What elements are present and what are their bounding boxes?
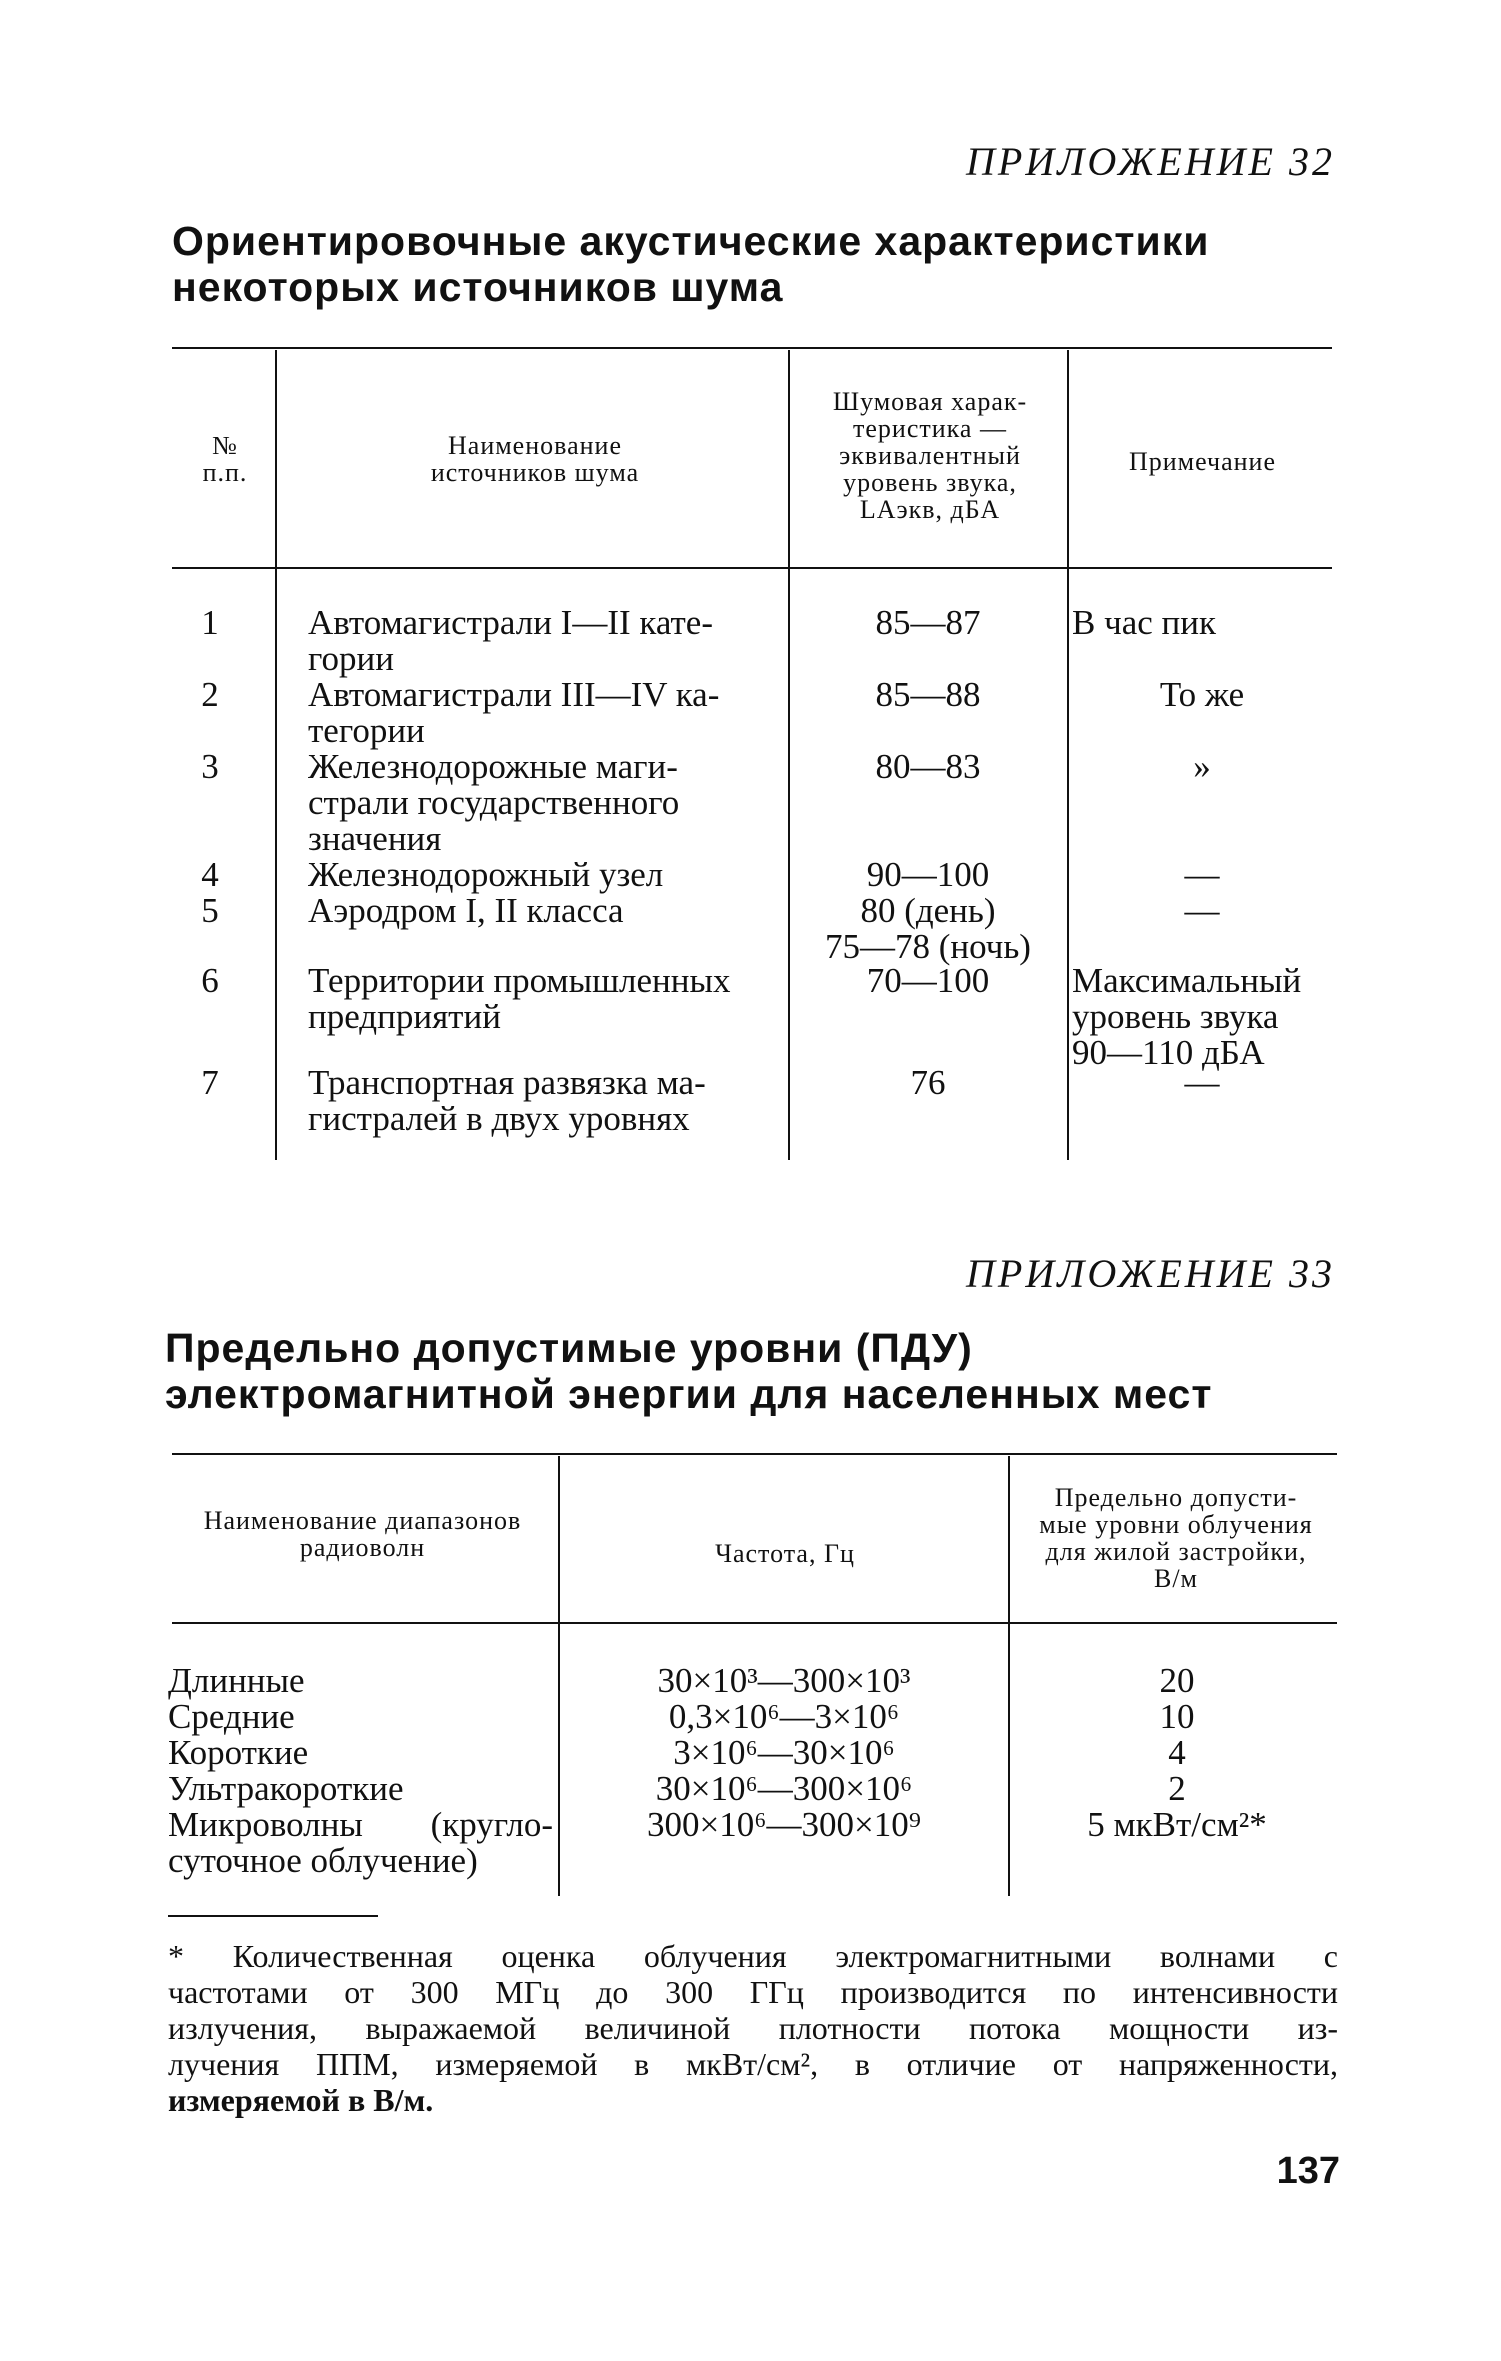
- title-line: Ориентировочные акустические характеристики: [172, 218, 1210, 264]
- cell-text: предприятий: [308, 997, 501, 1036]
- cell-text: тегории: [308, 711, 425, 750]
- cell-text: Автомагистрали I—II кате-: [308, 603, 713, 642]
- header-text: п.п.: [202, 458, 248, 487]
- footnote-line: лучения ППМ, измеряемой в мкВт/см², в отличие от напряженности,: [168, 2046, 1338, 2082]
- row-note: То же: [1159, 675, 1245, 714]
- row-note: —: [1184, 891, 1220, 930]
- header-text: №: [212, 431, 238, 460]
- title-line: Предельно допустимые уровни (ПДУ): [165, 1325, 973, 1371]
- cell-text: 20: [1159, 1661, 1195, 1700]
- row-source-name: [308, 605, 788, 677]
- row-source-name: [308, 857, 788, 893]
- row-source-name: [308, 749, 788, 857]
- row-number: 2: [201, 675, 219, 714]
- cell-text: Средние: [168, 1697, 295, 1736]
- frequency-column: [562, 1663, 1006, 1843]
- header-text: источников шума: [430, 458, 640, 487]
- row-source-name: [308, 677, 788, 749]
- header-wave-range: [170, 1507, 555, 1561]
- header-note: Примечание: [1128, 447, 1277, 476]
- header-text: LАэкв, дБА: [859, 495, 1001, 524]
- page-number: 137: [1276, 2150, 1340, 2192]
- header-text: эквивалентный: [839, 441, 1021, 470]
- cell-text: 4: [1168, 1733, 1186, 1772]
- cell-text: Микроволны (кругло-: [168, 1805, 553, 1844]
- header-text: Предельно допусти-: [1054, 1483, 1298, 1512]
- cell-text: 300×10⁶—300×10⁹: [647, 1805, 921, 1844]
- header-text: уровень звука,: [843, 468, 1017, 497]
- title-line: некоторых источников шума: [172, 264, 784, 310]
- appendix-32-label: ПРИЛОЖЕНИЕ 32: [966, 139, 1335, 184]
- cell-text: 90—110 дБА: [1072, 1033, 1265, 1072]
- row-note: [1072, 963, 1332, 1071]
- row-noise-level: [792, 893, 1064, 965]
- row-noise-level: 90—100: [866, 855, 990, 894]
- cell-text: 30×10⁶—300×10⁶: [655, 1769, 913, 1808]
- appendix-33-title: [165, 1325, 1345, 1417]
- header-text: теристика —: [853, 414, 1007, 443]
- header-text: для жилой застройки,: [1045, 1537, 1307, 1566]
- row-note: »: [1193, 747, 1211, 786]
- cell-text: 80 (день): [860, 891, 996, 930]
- row-source-name: [308, 1065, 788, 1137]
- cell-text: 75—78 (ночь): [825, 927, 1031, 966]
- footnote: [168, 1938, 1338, 2118]
- cell-text: гистралей в двух уровнях: [308, 1099, 690, 1138]
- cell-text: гории: [308, 639, 394, 678]
- row-noise-level: 70—100: [866, 961, 990, 1000]
- header-limit: [1012, 1484, 1340, 1592]
- cell-text: 0,3×10⁶—3×10⁶: [668, 1697, 900, 1736]
- footnote-line: * Количественная оценка облучения электромагнитными волнами с: [168, 1938, 1338, 1974]
- row-note: —: [1184, 855, 1220, 894]
- footnote-line: излучения, выражаемой величиной плотности потока мощности из-: [168, 2010, 1338, 2046]
- limit-column: [1012, 1663, 1342, 1843]
- header-source-name: [285, 432, 785, 486]
- header-text: Шумовая харак-: [832, 387, 1028, 416]
- appendix-32-title: [172, 218, 1322, 310]
- cell-text: Автомагистрали III—IV ка-: [308, 675, 720, 714]
- row-noise-level: 76: [910, 1063, 946, 1102]
- header-text: В/м: [1153, 1564, 1199, 1593]
- cell-text: 3×10⁶—30×10⁶: [673, 1733, 895, 1772]
- row-source-name: [308, 963, 788, 1035]
- footnote-line: измеряемой в В/м.: [168, 2082, 434, 2118]
- cell-text: 5 мкВт/см²*: [1087, 1805, 1267, 1844]
- cell-text: Транспортная развязка ма-: [308, 1063, 706, 1102]
- row-number: 3: [201, 747, 219, 786]
- cell-text: Аэродром I, II класса: [308, 891, 624, 930]
- appendix-33-label: ПРИЛОЖЕНИЕ 33: [966, 1251, 1335, 1296]
- cell-text: 30×10³—300×10³: [657, 1661, 911, 1700]
- row-number: 5: [201, 891, 219, 930]
- row-source-name: [308, 893, 788, 929]
- cell-text: Короткие: [168, 1733, 309, 1772]
- cell-text: уровень звука: [1072, 997, 1279, 1036]
- row-number: 4: [201, 855, 219, 894]
- cell-text: 10: [1159, 1697, 1195, 1736]
- header-text: радиоволн: [299, 1533, 426, 1562]
- header-num: [180, 432, 270, 486]
- row-noise-level: 80—83: [875, 747, 981, 786]
- header-text: Наименование: [448, 431, 622, 460]
- header-text: мые уровни облучения: [1039, 1510, 1313, 1539]
- cell-text: Железнодорожные маги-: [308, 747, 678, 786]
- footnote-divider: [168, 1915, 378, 1917]
- cell-text: Максимальный: [1072, 961, 1302, 1000]
- row-number: 7: [201, 1063, 219, 1102]
- row-note: —: [1184, 1063, 1220, 1102]
- row-number: 6: [201, 961, 219, 1000]
- cell-text: Территории промышленных: [308, 961, 731, 1000]
- cell-text: Железнодорожный узел: [308, 855, 664, 894]
- row-note: В час пик: [1072, 603, 1216, 642]
- wave-range-column: [168, 1663, 553, 1879]
- cell-text: 2: [1168, 1769, 1186, 1808]
- title-line: электромагнитной энергии для населенных мест: [165, 1371, 1213, 1417]
- cell-text: суточное облучение): [168, 1841, 478, 1880]
- row-number: 1: [201, 603, 219, 642]
- cell-text: значения: [308, 819, 442, 858]
- footnote-line: частотами от 300 МГц до 300 ГГц производится по интенсивности: [168, 1974, 1338, 2010]
- row-noise-level: 85—87: [875, 603, 981, 642]
- header-text: Наименование диапазонов: [203, 1506, 522, 1535]
- row-noise-level: 85—88: [875, 675, 981, 714]
- cell-text: страли государственного: [308, 783, 680, 822]
- cell-text: Ультракороткие: [168, 1769, 404, 1808]
- cell-text: Длинные: [168, 1661, 305, 1700]
- header-frequency: Частота, Гц: [715, 1539, 855, 1568]
- header-noise-level: [795, 388, 1065, 523]
